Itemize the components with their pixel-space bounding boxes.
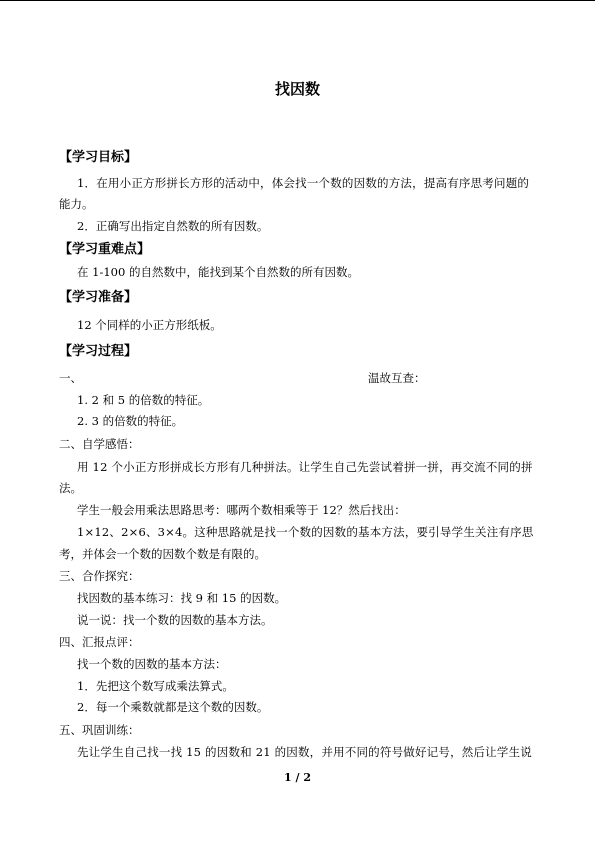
part-2-title: 二、自学感悟： <box>59 437 140 451</box>
part-5-title: 五、巩固训练： <box>59 723 140 737</box>
section-heading-process: 【学习过程】 <box>59 344 138 359</box>
part-4-paragraph-2: 1．先把这个数写成乘法算式。 <box>77 679 234 693</box>
key-points-text: 在 1-100 的自然数中，能找到某个自然数的所有因数。 <box>77 265 359 279</box>
section-heading-objectives: 【学习目标】 <box>59 150 138 165</box>
part-1-item-2: 2. 3 的倍数的特征。 <box>77 414 184 428</box>
part-3-title: 三、合作探究： <box>59 569 140 583</box>
part-2-paragraph-1-line-1: 用 12 个小正方形拼成长方形有几种拼法。让学生自己先尝试着拼一拼，再交流不同的拼 <box>77 460 533 474</box>
part-5-paragraph-1: 先让学生自己找一找 15 的因数和 21 的因数，并用不同的符号做好记号，然后让学生说 <box>77 745 532 759</box>
section-heading-key-points: 【学习重难点】 <box>59 242 151 257</box>
part-2-paragraph-1-line-2: 法。 <box>59 481 82 495</box>
header-rule <box>0 0 595 1</box>
part-1-label: 一、 <box>59 371 82 385</box>
objective-2: 2．正确写出指定自然数的所有因数。 <box>77 219 269 233</box>
part-2-paragraph-2: 学生一般会用乘法思路思考：哪两个数相乘等于 12？然后找出： <box>77 503 406 517</box>
page-number: 1 / 2 <box>284 771 311 784</box>
section-heading-preparation: 【学习准备】 <box>59 290 138 305</box>
page-title: 找因数 <box>274 80 320 98</box>
part-4-title: 四、汇报点评： <box>59 635 140 649</box>
part-4-paragraph-3: 2．每一个乘数就都是这个数的因数。 <box>77 700 269 714</box>
part-4-paragraph-1: 找一个数的因数的基本方法： <box>77 657 227 671</box>
part-3-paragraph-2: 说一说：找一个数的因数的基本方法。 <box>77 613 273 627</box>
objective-1-line-1: 1．在用小正方形拼长方形的活动中，体会找一个数的因数的方法，提高有序思考问题的 <box>77 176 530 190</box>
part-3-paragraph-1: 找因数的基本练习：找 9 和 15 的因数。 <box>77 591 287 605</box>
part-2-paragraph-3-line-1: 1×12、2×6、3×4。这种思路就是找一个数的因数的基本方法，要引导学生关注有序思 <box>77 525 534 539</box>
part-1-item-1: 1. 2 和 5 的倍数的特征。 <box>77 393 210 407</box>
part-2-paragraph-3-line-2: 考，并体会一个数的因数个数是有限的。 <box>59 547 266 561</box>
preparation-text: 12 个同样的小正方形纸板。 <box>77 318 222 332</box>
objective-1-line-2: 能力。 <box>59 197 94 211</box>
part-1-title: 温故互查： <box>368 371 426 385</box>
